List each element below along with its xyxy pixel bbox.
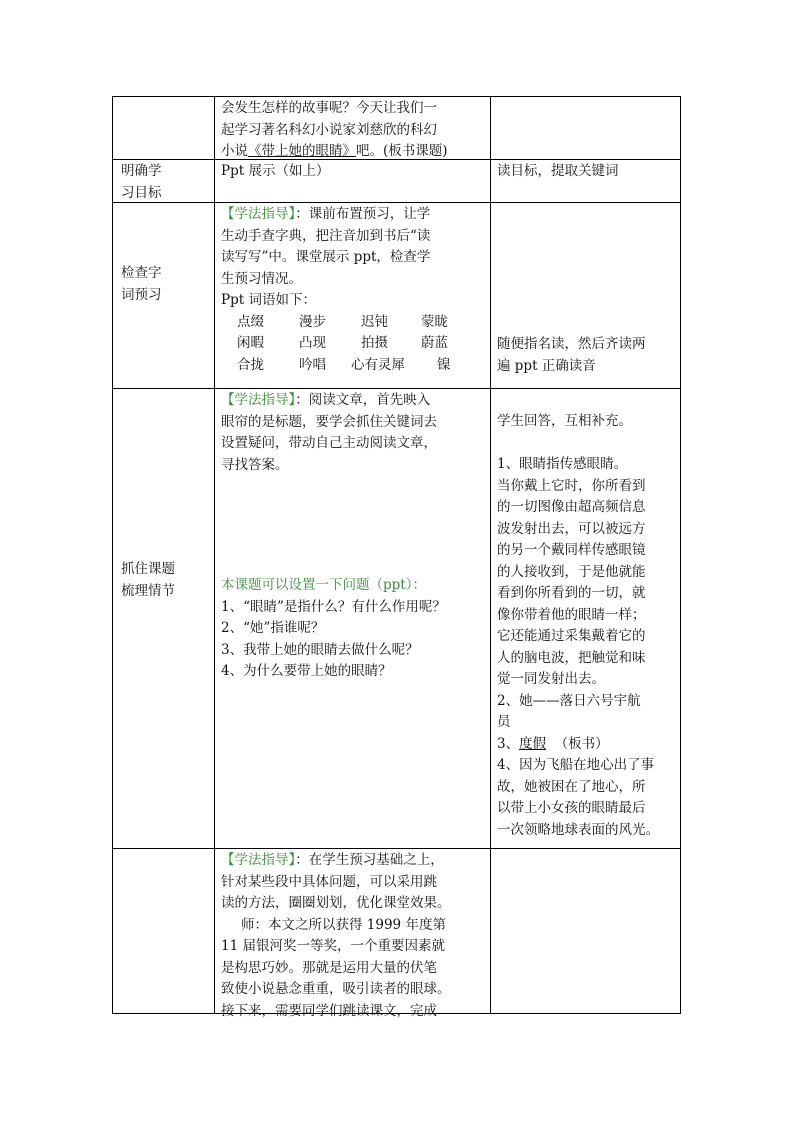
- word: 点缀: [237, 313, 264, 330]
- word: 漫步: [299, 313, 326, 330]
- word-row-1: [221, 312, 489, 334]
- word: 闲暇: [237, 335, 264, 351]
- row5-line2: 针对某些段中具体问题，可以采用跳: [221, 873, 437, 890]
- row2-line1: Ppt 展示（如上）: [221, 163, 330, 179]
- row4-activity-a18: 以带上小女孩的眼睛最后: [497, 800, 646, 816]
- row4-activity-a11: 人的脑电波，把触觉和味: [497, 649, 646, 666]
- row3-line2: 生动手查字典，把注音加到书后“读: [221, 227, 431, 244]
- word: 凸现: [299, 335, 326, 351]
- row3-line3: 读写写”中。课堂展示 ppt，检查学: [221, 249, 431, 265]
- row4-activity-a15: [497, 734, 679, 756]
- row1-line3: [221, 141, 489, 163]
- guide-tag: 【学法指导】: [221, 392, 296, 408]
- row4-line2: 眼帘的是标题，要学会抓住关键词去: [221, 413, 437, 430]
- question-item: 3、我带上她的眼睛去做什么呢？: [221, 641, 419, 658]
- row5-line1: [221, 850, 489, 872]
- row3-activity: [497, 334, 679, 377]
- row4-activity-a10: 它还能通过采集戴着它的: [497, 628, 646, 644]
- word: 心有灵犀: [351, 356, 405, 373]
- row5-line6: 是构思巧妙。那就是运用大量的伏笔: [221, 959, 437, 976]
- row4-label-line1: 抓住课题: [121, 561, 175, 577]
- row4-activity-a9: 像你带着他的眼睛一样；: [497, 606, 646, 623]
- row2-activity: [497, 161, 679, 183]
- word: 合拢: [237, 356, 264, 373]
- guide-tag: 【学法指导】: [221, 852, 296, 868]
- row4-label: [121, 559, 211, 602]
- row1-content: [221, 98, 489, 163]
- book-title: 《带上她的眼睛》: [248, 143, 356, 159]
- row1-line3-pre: 小说: [221, 143, 248, 159]
- a15-pre: 3、: [497, 735, 520, 752]
- word: 蒙眬: [421, 313, 448, 330]
- row4-activity-a2: 1、眼睛指传感眼睛。: [497, 456, 628, 472]
- row3-line4: 生预习情况。: [221, 270, 302, 287]
- row3-line1: [221, 204, 489, 226]
- row5-line4: 师：本文之所以获得 1999 年度第: [241, 916, 446, 933]
- row5-line5: 11 届银河奖一等奖，一个重要因素就: [221, 938, 445, 954]
- word: 蔚蓝: [421, 335, 448, 351]
- row1-line2: 起学习著名科幻小说家刘慈欣的科幻: [221, 121, 437, 138]
- row4-activity-spacer: [497, 433, 679, 455]
- guide-tag: 【学法指导】: [221, 206, 296, 222]
- row5-line1-text: ：在学生预习基础之上，: [295, 852, 444, 868]
- row5-line3: 读的方法，圈圈划划，优化课堂效果。: [221, 895, 451, 911]
- row4-questions: [221, 575, 489, 683]
- row3-activity-line2: 遍 ppt 正确读音: [497, 357, 596, 374]
- row-divider-4: [113, 848, 680, 849]
- row5-line7: 致使小说悬念重重，吸引读者的眼球。: [221, 981, 451, 997]
- row4-line4: 寻找答案。: [221, 456, 289, 473]
- question-item: 1、“眼睛”是指什么？有什么作用呢？: [221, 598, 446, 615]
- a15-underlined: 度假: [519, 735, 547, 752]
- row-divider-3: [113, 388, 680, 389]
- word: 镍: [437, 356, 451, 373]
- row4-content: [221, 390, 489, 476]
- row2-content: [221, 161, 489, 183]
- row2-activity-text: 读目标，提取关键词: [497, 163, 619, 179]
- row3-line1-text: ：课前布置预习，让学: [295, 206, 431, 222]
- row4-activity-a14: 员: [497, 714, 511, 730]
- word: 迟钝: [361, 313, 388, 330]
- word-row-2: [221, 333, 489, 355]
- word-row-3: [221, 355, 489, 377]
- row1-line3-post: 吧。(板书课题): [356, 143, 448, 159]
- question-title: 本课题可以设置一下问题（ppt）：: [221, 577, 426, 593]
- row4-activity-a12: 觉一同发射出去。: [497, 671, 605, 687]
- row4-activity-a16: 4、因为飞船在地心出了事: [497, 757, 655, 773]
- question-item: 4、为什么要带上她的眼睛？: [221, 663, 392, 679]
- row4-activity-a6: 的另一个戴同样传感眼镜: [497, 542, 646, 558]
- word: 拍摄: [361, 335, 388, 351]
- row3-label-line2: 词预习: [121, 286, 162, 303]
- row1-line1: 会发生怎样的故事呢？今天让我们一: [221, 100, 437, 116]
- row2-label-line2: 习目标: [121, 184, 162, 201]
- row4-activity-a1: 学生回答，互相补充。: [497, 413, 632, 429]
- row3-content: [221, 204, 489, 376]
- row3-label: [121, 263, 211, 306]
- row5-content: [221, 850, 489, 1022]
- row4-activity-a8: 看到你所看到的一切，就: [497, 585, 646, 601]
- row5-line8: 接下来，需要同学们跳读课文，完成: [221, 1002, 437, 1019]
- row4-activity-a7: 的人接收到，于是他就能: [497, 563, 646, 580]
- row4-activity-a13: 2、她——落日六号宇航: [497, 692, 641, 709]
- word: 吟唱: [299, 356, 326, 373]
- row4-line1: [221, 390, 489, 412]
- question-item: 2、“她”指谁呢？: [221, 620, 325, 636]
- lesson-plan-table: [112, 96, 681, 1019]
- row3-label-line1: 检查字: [121, 265, 162, 281]
- row3-line5: Ppt 词语如下：: [221, 292, 316, 308]
- row4-label-line2: 梳理情节: [121, 582, 175, 599]
- column-divider-1: [214, 97, 215, 1013]
- row4-activity-a4: 的一切图像由超高频信息: [497, 499, 646, 515]
- row4-line1-text: ：阅读文章，首先映入: [295, 392, 431, 408]
- row3-activity-line1: 随便指名读，然后齐读两: [497, 336, 646, 352]
- a15-post: （板书）: [546, 735, 609, 752]
- row4-activity: [497, 411, 679, 841]
- column-divider-2: [490, 97, 491, 1013]
- row2-label: [121, 161, 211, 204]
- row2-label-line1: 明确学: [121, 163, 162, 179]
- row4-line3: 设置疑问，带动自己主动阅读文章，: [221, 435, 437, 451]
- row4-activity-a5: 波发射出去，可以被远方: [497, 520, 646, 537]
- row4-activity-a3: 当你戴上它时，你所看到: [497, 477, 646, 494]
- row4-activity-a17: 故，她被困在了地心，所: [497, 778, 646, 795]
- row4-activity-a19: 一次领略地球表面的风光。: [497, 821, 659, 838]
